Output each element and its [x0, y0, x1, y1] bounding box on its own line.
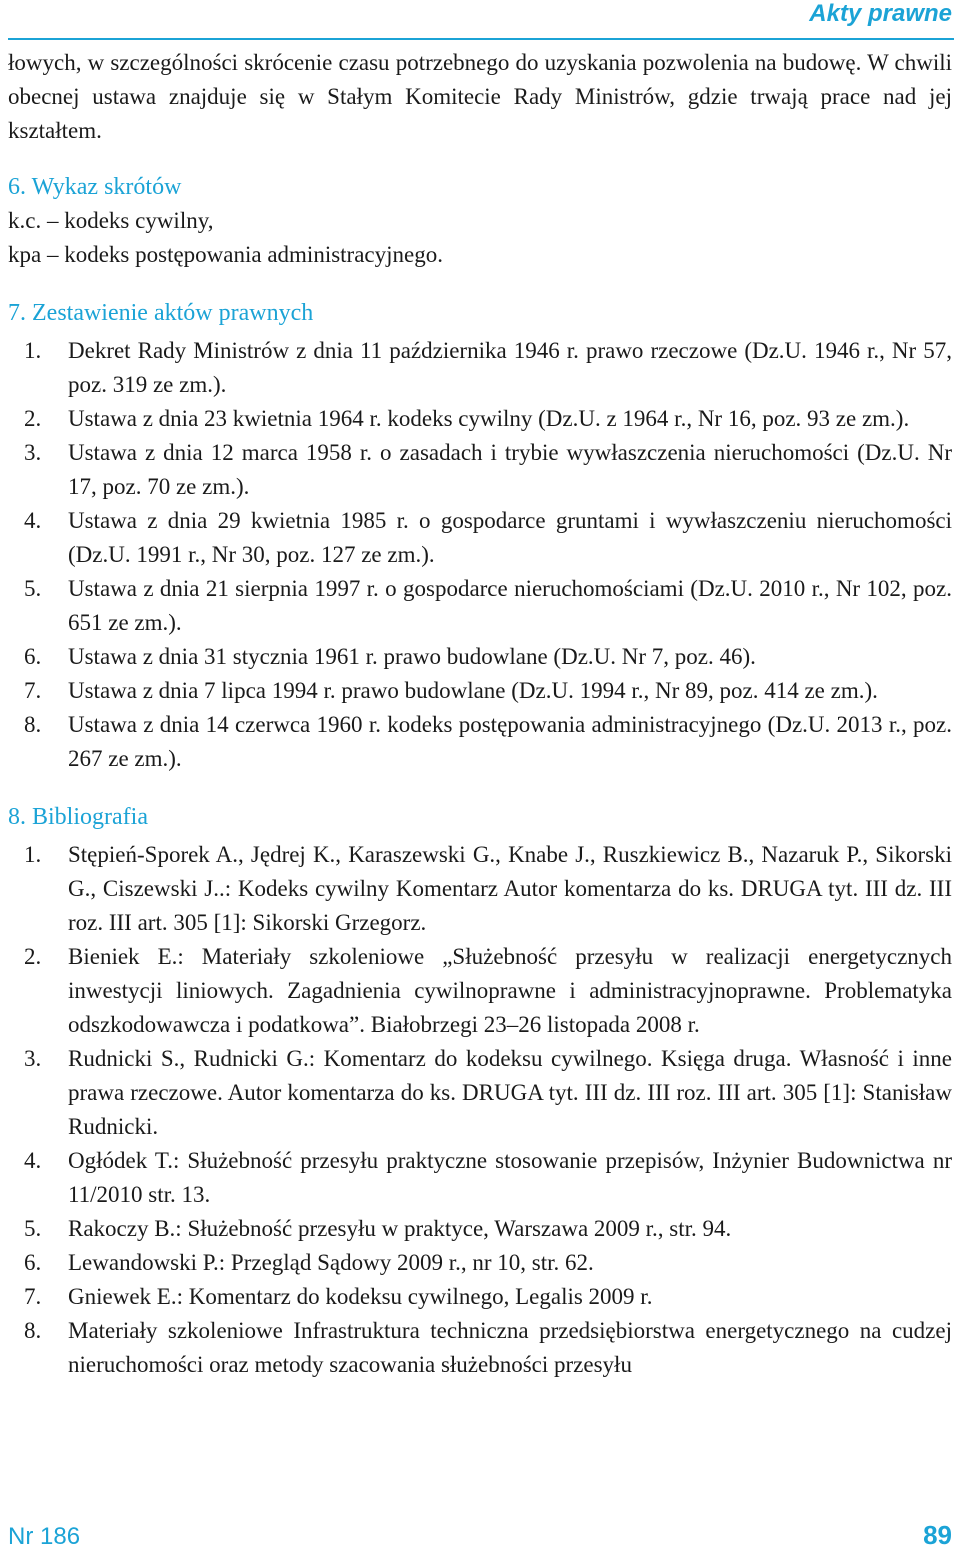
- item-number: 7.: [24, 678, 42, 703]
- item-number: 1.: [24, 842, 42, 867]
- item-text: Ustawa z dnia 31 stycznia 1961 r. prawo budowlane (Dz.U. Nr 7, poz. 46).: [68, 644, 756, 669]
- page-number: 89: [923, 1520, 952, 1550]
- item-number: 4.: [24, 1148, 42, 1173]
- item-number: 6.: [24, 1250, 42, 1275]
- list-item: [8, 1246, 952, 1280]
- list-item: [8, 436, 952, 504]
- list-item: [8, 640, 952, 674]
- item-number: 6.: [24, 644, 42, 669]
- legal-acts-list: [8, 334, 952, 776]
- heading-bibliography: 8. Bibliografia: [8, 804, 148, 830]
- item-text: Ustawa z dnia 29 kwietnia 1985 r. o gospodarce gruntami i wywłaszczeniu nieruchomości (Dz.U. 1991 r., Nr 30, poz. 127 ze zm.).: [68, 508, 952, 567]
- item-text: Lewandowski P.: Przegląd Sądowy 2009 r., nr 10, str. 62.: [68, 1250, 594, 1275]
- bibliography-list: [8, 838, 952, 1382]
- item-text: Rudnicki S., Rudnicki G.: Komentarz do kodeksu cywilnego. Księga druga. Własność i inne prawa rzeczowe. Autor komentarza do ks. DRUGA tyt. III dz. III roz. III art. 305 [1]: Stanisław Rudnicki.: [68, 1046, 952, 1139]
- intro-paragraph: łowych, w szczególności skrócenie czasu potrzebnego do uzyskania pozwolenia na budowę. W chwili obecnej ustawa znajduje się w Stałym Komitecie Rady Ministrów, gdzie trwają prace nad jej kształtem.: [8, 50, 952, 143]
- list-item: [8, 1314, 952, 1382]
- page-body: [8, 46, 952, 1382]
- list-item: [8, 504, 952, 572]
- item-text: Stępień-Sporek A., Jędrej K., Karaszewski G., Knabe J., Ruszkiewicz B., Nazaruk P., Sikorski G., Ciszewski J..: Kodeks cywilny Komentarz Autor komentarza do ks. DRUGA tyt. III dz. III roz. III art. 305 [1]: Sikorski Grzegorz.: [68, 842, 952, 935]
- item-number: 5.: [24, 1216, 42, 1241]
- item-text: Materiały szkoleniowe Infrastruktura techniczna przedsiębiorstwa energetycznego na cudzej nieruchomości oraz metody szacowania służebności przesyłu: [68, 1318, 952, 1377]
- list-item: [8, 334, 952, 402]
- list-item: [8, 1144, 952, 1212]
- item-text: Ustawa z dnia 14 czerwca 1960 r. kodeks postępowania administracyjnego (Dz.U. 2013 r., poz. 267 ze zm.).: [68, 712, 952, 771]
- item-text: Ustawa z dnia 21 sierpnia 1997 r. o gospodarce nieruchomościami (Dz.U. 2010 r., Nr 102, poz. 651 ze zm.).: [68, 576, 952, 635]
- item-number: 3.: [24, 1046, 42, 1071]
- item-text: Ustawa z dnia 12 marca 1958 r. o zasadach i trybie wywłaszczenia nieruchomości (Dz.U. Nr 17, poz. 70 ze zm.).: [68, 440, 952, 499]
- item-text: Ustawa z dnia 23 kwietnia 1964 r. kodeks cywilny (Dz.U. z 1964 r., Nr 16, poz. 93 ze zm.).: [68, 406, 910, 431]
- list-item: [8, 674, 952, 708]
- item-text: Bieniek E.: Materiały szkoleniowe „Służebność przesyłu w realizacji energetycznych inwestycji liniowych. Zagadnienia cywilnoprawne i administracyjnoprawne. Problematyka odszkodowawcza i podatkowa”. Białobrzegi 23–26 listopada 2008 r.: [68, 944, 952, 1037]
- item-number: 1.: [24, 338, 42, 363]
- header-divider: [8, 38, 954, 40]
- list-item: [8, 402, 952, 436]
- item-number: 7.: [24, 1284, 42, 1309]
- abbreviation-kpa: kpa – kodeks postępowania administracyjnego.: [8, 242, 443, 267]
- section-label: Akty prawne: [809, 0, 952, 27]
- item-number: 8.: [24, 1318, 42, 1343]
- heading-abbreviations: 6. Wykaz skrótów: [8, 174, 182, 200]
- abbreviation-kc: k.c. – kodeks cywilny,: [8, 208, 214, 233]
- item-text: Ustawa z dnia 7 lipca 1994 r. prawo budowlane (Dz.U. 1994 r., Nr 89, poz. 414 ze zm.).: [68, 678, 878, 703]
- item-text: Rakoczy B.: Służebność przesyłu w praktyce, Warszawa 2009 r., str. 94.: [68, 1216, 732, 1241]
- list-item: [8, 1042, 952, 1144]
- item-number: 8.: [24, 712, 42, 737]
- heading-legal-acts: 7. Zestawienie aktów prawnych: [8, 300, 314, 326]
- item-number: 4.: [24, 508, 42, 533]
- item-text: Ogłódek T.: Służebność przesyłu praktyczne stosowanie przepisów, Inżynier Budownictwa nr 11/2010 str. 13.: [68, 1148, 952, 1207]
- list-item: [8, 1212, 952, 1246]
- issue-number: Nr 186: [8, 1523, 81, 1550]
- item-text: Gniewek E.: Komentarz do kodeksu cywilnego, Legalis 2009 r.: [68, 1284, 653, 1309]
- item-number: 5.: [24, 576, 42, 601]
- list-item: [8, 708, 952, 776]
- item-number: 3.: [24, 440, 42, 465]
- list-item: [8, 1280, 952, 1314]
- list-item: [8, 572, 952, 640]
- item-text: Dekret Rady Ministrów z dnia 11 października 1946 r. prawo rzeczowe (Dz.U. 1946 r., Nr 57, poz. 319 ze zm.).: [68, 338, 952, 397]
- list-item: [8, 940, 952, 1042]
- list-item: [8, 838, 952, 940]
- item-number: 2.: [24, 406, 42, 431]
- item-number: 2.: [24, 944, 42, 969]
